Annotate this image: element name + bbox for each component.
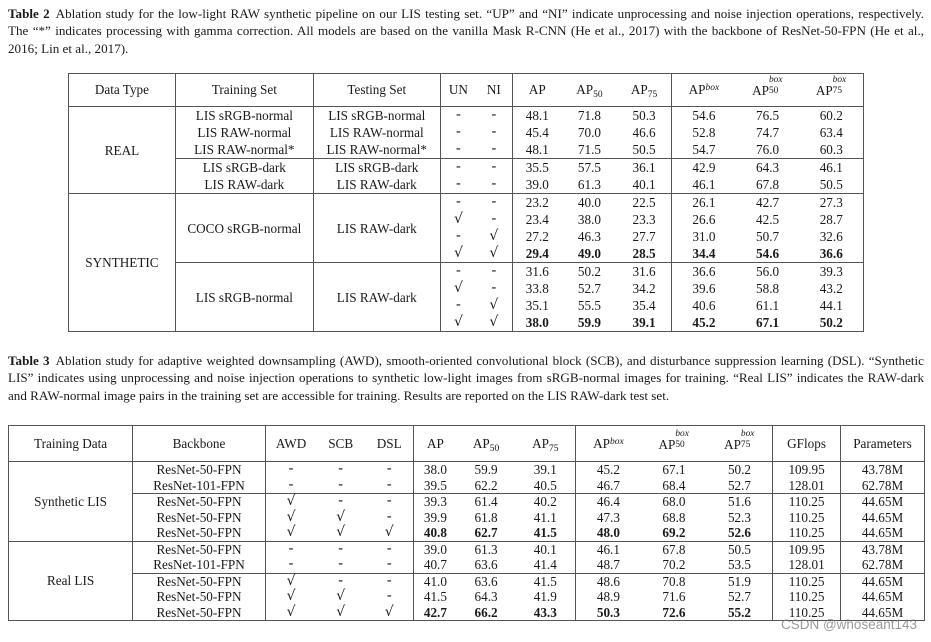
dsl-cell: -: [365, 462, 414, 478]
awd-cell: √: [265, 494, 316, 510]
scb-cell: -: [316, 462, 365, 478]
dsl-cell: -: [365, 589, 414, 605]
group-label-real: REAL: [69, 107, 176, 194]
metric-cell: 64.3: [736, 159, 800, 177]
table-row: [9, 541, 925, 557]
metric-cell: 61.4: [456, 494, 515, 510]
table-row: [9, 494, 925, 510]
metric-cell: 27.3: [800, 194, 864, 212]
metric-cell: 31.0: [692, 229, 716, 245]
dsl-cell: -: [365, 478, 414, 494]
metric-cell: 41.5: [423, 589, 447, 605]
ni-cell: -: [476, 211, 512, 228]
col-ap75: $AP_{75}$: [516, 426, 575, 462]
metric-cell: 68.0: [641, 494, 707, 510]
metric-cell: 38.0: [525, 315, 549, 331]
metric-cell: 28.7: [819, 212, 843, 228]
parameters-cell: 44.65M: [861, 589, 904, 605]
metric-cell: 40.5: [516, 478, 575, 494]
ni-cell: √: [476, 245, 512, 263]
metric-cell: 54.7: [692, 142, 716, 158]
col-training-data: Training Data: [9, 426, 133, 462]
metric-cell: 69.2: [662, 525, 686, 541]
backbone-cell: ResNet-50-FPN: [133, 510, 266, 526]
ni-cell: -: [476, 159, 512, 177]
metric-cell: 39.0: [414, 541, 456, 557]
metric-cell: 50.5: [617, 141, 672, 159]
group-label-synthetic: SYNTHETIC: [69, 194, 176, 332]
metric-cell: 48.0: [596, 525, 620, 541]
metric-cell: 23.4: [525, 212, 549, 228]
metric-cell: 22.5: [617, 194, 672, 212]
metric-cell: 47.3: [596, 509, 620, 525]
metric-cell: 23.3: [617, 211, 672, 228]
testing-set-cell: LIS sRGB-normal: [313, 107, 440, 125]
metric-cell: 39.3: [800, 263, 864, 281]
dsl-cell: √: [365, 525, 414, 541]
scb-cell: -: [338, 476, 344, 493]
table2: [68, 73, 864, 332]
metric-cell: 51.9: [707, 573, 773, 589]
scb-cell: √: [336, 508, 346, 525]
col-testing-set: Testing Set: [313, 74, 440, 107]
parameters-cell: 44.65M: [841, 573, 925, 589]
metric-cell: 36.6: [819, 246, 843, 262]
metric-cell: 27.7: [617, 228, 672, 245]
metric-cell: 34.4: [692, 246, 716, 262]
table-row: [69, 107, 864, 125]
metric-cell: 43.3: [516, 605, 575, 621]
metric-cell: 68.8: [662, 509, 686, 525]
metric-cell: 62.7: [474, 525, 498, 541]
metric-cell: 74.7: [756, 125, 780, 141]
ni-cell: -: [476, 176, 512, 194]
metric-cell: 46.4: [575, 494, 641, 510]
metric-cell: 42.5: [756, 212, 780, 228]
backbone-cell: ResNet-50-FPN: [133, 525, 266, 541]
backbone-cell: ResNet-50-FPN: [133, 541, 266, 557]
scb-cell: -: [316, 541, 365, 557]
ni-cell: -: [476, 194, 512, 212]
metric-cell: 27.2: [525, 229, 549, 245]
table-row: [9, 589, 925, 605]
metric-cell: 52.7: [577, 281, 601, 297]
col-ap: AP: [426, 435, 444, 451]
metric-cell: 42.7: [736, 194, 800, 212]
metric-cell: 36.1: [617, 159, 672, 177]
metric-cell: 49.0: [577, 246, 601, 262]
metric-cell: 70.8: [641, 573, 707, 589]
col-dsl: DSL: [365, 426, 414, 462]
ni-cell: -: [476, 280, 512, 297]
metric-cell: 63.4: [819, 125, 843, 141]
col-apbox50: AP box 50: [752, 75, 783, 98]
metric-cell: 39.9: [423, 509, 447, 525]
gflops-cell: 110.25: [773, 589, 841, 605]
ni-cell: √: [476, 314, 512, 332]
table3-caption-text: Ablation study for adaptive weighted downsampling (AWD), smooth-oriented convolutional block (SCB), and disturbance suppression learning (DSL). “Synthetic LIS” indicates using unprocessing and noise injection operations to synthetic low-light images from sRGB-normal images for training. “Real LIS” indicates the RAW-dark and RAW-normal image pairs in the training set are accessible for training. Results are reported on the LIS RAW-dark test set.: [8, 353, 924, 403]
parameters-cell: 44.65M: [861, 525, 904, 541]
scb-cell: √: [336, 524, 346, 541]
metric-cell: 71.8: [577, 108, 601, 123]
gflops-cell: 109.95: [773, 462, 841, 478]
table3-caption: [8, 352, 924, 404]
un-cell: √: [453, 245, 463, 262]
metric-cell: 28.5: [617, 245, 672, 263]
col-backbone: Backbone: [133, 426, 266, 462]
metric-cell: 48.9: [596, 589, 620, 605]
parameters-cell: 44.65M: [861, 604, 904, 620]
table-row: [9, 557, 925, 573]
un-cell: -: [440, 194, 476, 212]
metric-cell: 41.4: [516, 557, 575, 573]
ni-cell: -: [476, 107, 512, 125]
metric-cell: 41.1: [516, 510, 575, 526]
metric-cell: 41.5: [516, 573, 575, 589]
awd-cell: √: [286, 524, 296, 541]
metric-cell: 35.1: [525, 298, 549, 314]
scb-cell: √: [336, 588, 346, 605]
training-set-cell: LIS sRGB-normal: [175, 107, 313, 125]
metric-cell: 35.4: [617, 297, 672, 314]
un-cell: -: [455, 228, 461, 245]
metric-cell: 62.2: [474, 477, 498, 493]
metric-cell: 48.1: [525, 142, 549, 158]
metric-cell: 45.2: [692, 315, 716, 331]
col-ap50: $AP_{50}$: [472, 435, 500, 454]
parameters-cell: 44.65M: [841, 494, 925, 510]
watermark: CSDN @whoseant143: [780, 617, 917, 632]
metric-cell: 33.8: [525, 281, 549, 297]
table-row: [69, 176, 864, 194]
gflops-cell: 110.25: [773, 605, 841, 621]
metric-cell: 72.6: [662, 604, 686, 620]
un-cell: -: [455, 176, 461, 193]
table2-label: Table 2: [8, 6, 50, 21]
metric-cell: 45.4: [525, 125, 549, 141]
metric-cell: 61.3: [577, 177, 601, 193]
metric-cell: 36.6: [672, 263, 736, 281]
parameters-cell: 62.78M: [861, 557, 904, 573]
testing-set-cell: LIS sRGB-dark: [313, 159, 440, 177]
metric-cell: 56.0: [736, 263, 800, 281]
metric-cell: 40.8: [423, 525, 447, 541]
metric-cell: 46.1: [800, 159, 864, 177]
table-row: [9, 462, 925, 478]
training-set-cell: LIS RAW-normal*: [175, 141, 313, 159]
backbone-cell: ResNet-101-FPN: [133, 478, 266, 494]
metric-cell: 61.1: [756, 298, 780, 314]
metric-cell: 50.2: [562, 263, 617, 281]
metric-cell: 48.6: [575, 573, 641, 589]
metric-cell: 71.5: [577, 142, 601, 158]
metric-cell: 50.3: [596, 604, 620, 620]
table-row: [9, 573, 925, 589]
awd-cell: -: [265, 462, 316, 478]
parameters-cell: 43.78M: [841, 541, 925, 557]
metric-cell: 32.6: [819, 229, 843, 245]
metric-cell: 54.6: [692, 108, 716, 123]
awd-cell: √: [286, 603, 296, 620]
awd-cell: √: [265, 573, 316, 589]
metric-cell: 38.0: [414, 462, 456, 478]
table3-header-row: [9, 426, 925, 462]
metric-cell: 76.5: [756, 108, 780, 123]
awd-cell: -: [265, 541, 316, 557]
scb-cell: -: [316, 494, 365, 510]
metric-cell: 58.8: [756, 281, 780, 297]
metric-cell: 68.4: [662, 477, 686, 493]
awd-cell: √: [286, 508, 296, 525]
col-apbox: $AP^{box}$: [593, 435, 624, 451]
table-row: [69, 124, 864, 141]
col-ap50: $AP_{50}$: [576, 82, 603, 100]
metric-cell: 26.1: [672, 194, 736, 212]
testing-set-cell: LIS RAW-dark: [313, 176, 440, 194]
metric-cell: 23.2: [512, 194, 562, 212]
metric-cell: 55.5: [577, 298, 601, 314]
un-cell: -: [455, 107, 461, 123]
metric-cell: 50.2: [819, 315, 843, 331]
col-apbox50: AP box 50: [658, 428, 689, 452]
table2-header-row: [69, 74, 864, 107]
metric-cell: 35.5: [512, 159, 562, 177]
dsl-cell: -: [365, 541, 414, 557]
metric-cell: 46.1: [575, 541, 641, 557]
metric-cell: 52.7: [707, 478, 773, 494]
metric-cell: 42.7: [423, 604, 447, 620]
metric-cell: 76.0: [756, 142, 780, 158]
metric-cell: 52.6: [707, 525, 773, 541]
metric-cell: 39.5: [423, 477, 447, 493]
table-row: [69, 141, 864, 159]
backbone-cell: ResNet-50-FPN: [133, 494, 266, 510]
metric-cell: 46.3: [577, 229, 601, 245]
metric-cell: 50.3: [617, 107, 672, 125]
metric-cell: 39.1: [516, 462, 575, 478]
metric-cell: 67.1: [641, 462, 707, 478]
gflops-cell: 110.25: [773, 510, 841, 526]
un-cell: √: [453, 211, 463, 228]
metric-cell: 39.3: [414, 494, 456, 510]
metric-cell: 55.2: [707, 605, 773, 621]
gflops-cell: 128.01: [773, 478, 841, 494]
metric-cell: 54.6: [756, 246, 780, 262]
col-apbox75: AP box 75: [707, 426, 773, 462]
metric-cell: 41.5: [516, 525, 575, 541]
metric-cell: 48.7: [596, 557, 620, 573]
backbone-cell: ResNet-50-FPN: [133, 573, 266, 589]
gflops-cell: 110.25: [773, 525, 841, 541]
metric-cell: 40.6: [692, 298, 716, 314]
awd-cell: -: [288, 476, 294, 493]
metric-cell: 29.4: [525, 246, 549, 262]
metric-cell: 59.9: [577, 315, 601, 331]
testing-set-cell: LIS RAW-dark: [313, 263, 440, 332]
col-ap75: $AP_{75}$: [617, 74, 672, 107]
ni-cell: √: [476, 228, 512, 245]
metric-cell: 66.2: [474, 604, 498, 620]
un-cell: -: [455, 297, 461, 314]
col-apbox75: AP box 75: [815, 75, 847, 98]
table3: [8, 425, 925, 621]
metric-cell: 39.1: [617, 314, 672, 332]
metric-cell: 42.9: [672, 159, 736, 177]
col-un: UN: [448, 82, 468, 97]
metric-cell: 61.3: [456, 541, 515, 557]
metric-cell: 40.1: [516, 541, 575, 557]
table2-caption: [8, 5, 924, 57]
metric-cell: 52.8: [692, 125, 716, 141]
metric-cell: 67.8: [756, 177, 780, 193]
backbone-cell: ResNet-50-FPN: [133, 605, 266, 621]
col-ap: AP: [528, 82, 546, 97]
metric-cell: 70.0: [577, 125, 601, 141]
un-cell: √: [453, 280, 463, 297]
metric-cell: 53.5: [707, 557, 773, 573]
col-scb: SCB: [328, 435, 354, 451]
training-set-cell: COCO sRGB-normal: [175, 194, 313, 263]
metric-cell: 61.8: [474, 509, 498, 525]
backbone-cell: ResNet-50-FPN: [133, 462, 266, 478]
col-awd: AWD: [275, 435, 307, 451]
training-set-cell: LIS sRGB-dark: [175, 159, 313, 177]
metric-cell: 70.2: [662, 557, 686, 573]
metric-cell: 60.3: [819, 142, 843, 158]
metric-cell: 63.6: [474, 557, 498, 573]
metric-cell: 45.2: [575, 462, 641, 478]
parameters-cell: 62.78M: [861, 477, 904, 493]
metric-cell: 39.0: [525, 177, 549, 193]
metric-cell: 34.2: [617, 280, 672, 297]
metric-cell: 52.7: [707, 589, 773, 605]
table3-body: [9, 462, 925, 621]
metric-cell: 52.3: [707, 510, 773, 526]
un-cell: -: [440, 263, 476, 281]
metric-cell: 31.6: [617, 263, 672, 281]
metric-cell: 41.9: [516, 589, 575, 605]
table-row: [69, 263, 864, 281]
testing-set-cell: LIS RAW-normal: [313, 124, 440, 141]
training-set-cell: LIS RAW-dark: [175, 176, 313, 194]
metric-cell: 50.7: [756, 229, 780, 245]
dsl-cell: -: [365, 494, 414, 510]
ni-cell: √: [476, 297, 512, 314]
gflops-cell: 109.95: [773, 541, 841, 557]
metric-cell: 39.6: [692, 281, 716, 297]
un-cell: -: [455, 124, 461, 141]
metric-cell: 67.1: [756, 315, 780, 331]
ni-cell: -: [476, 263, 512, 281]
metric-cell: 48.1: [525, 108, 549, 123]
scb-cell: -: [316, 573, 365, 589]
table3-label: Table 3: [8, 353, 50, 368]
parameters-cell: 43.78M: [841, 462, 925, 478]
metric-cell: 46.7: [596, 477, 620, 493]
gflops-cell: 110.25: [773, 573, 841, 589]
metric-cell: 60.2: [819, 108, 843, 123]
training-set-cell: LIS sRGB-normal: [175, 263, 313, 332]
table-row: [9, 478, 925, 494]
un-cell: √: [453, 314, 463, 331]
gflops-cell: 110.25: [773, 494, 841, 510]
metric-cell: 40.1: [617, 176, 672, 194]
un-cell: -: [440, 159, 476, 177]
metric-cell: 64.3: [474, 589, 498, 605]
metric-cell: 50.5: [819, 177, 843, 193]
metric-cell: 43.2: [819, 281, 843, 297]
backbone-cell: ResNet-101-FPN: [133, 557, 266, 573]
backbone-cell: ResNet-50-FPN: [133, 589, 266, 605]
metric-cell: 31.6: [512, 263, 562, 281]
dsl-cell: -: [365, 510, 414, 526]
parameters-cell: 44.65M: [861, 509, 904, 525]
metric-cell: 46.1: [692, 177, 716, 193]
ni-cell: -: [476, 124, 512, 141]
metric-cell: 63.6: [456, 573, 515, 589]
metric-cell: 67.8: [641, 541, 707, 557]
table-row: [69, 194, 864, 212]
group-label: Synthetic LIS: [9, 462, 133, 542]
dsl-cell: √: [365, 605, 414, 621]
metric-cell: 50.2: [707, 462, 773, 478]
testing-set-cell: LIS RAW-normal*: [313, 141, 440, 159]
metric-cell: 59.9: [456, 462, 515, 478]
testing-set-cell: LIS RAW-dark: [313, 194, 440, 263]
ni-cell: -: [476, 141, 512, 159]
col-training-set: Training Set: [175, 74, 313, 107]
table-row: [9, 510, 925, 526]
metric-cell: 40.2: [516, 494, 575, 510]
metric-cell: 44.1: [819, 298, 843, 314]
col-apbox: $AP^{box}$: [688, 82, 720, 97]
group-label: Real LIS: [9, 541, 133, 621]
metric-cell: 51.6: [707, 494, 773, 510]
table2-body: [69, 107, 864, 332]
metric-cell: 71.6: [662, 589, 686, 605]
dsl-cell: -: [365, 573, 414, 589]
metric-cell: 46.6: [617, 124, 672, 141]
metric-cell: 26.6: [692, 212, 716, 228]
metric-cell: 41.0: [414, 573, 456, 589]
metric-cell: 38.0: [577, 212, 601, 228]
col-data-type: Data Type: [69, 74, 176, 107]
col-ni: NI: [476, 74, 512, 107]
table-row: [69, 159, 864, 177]
gflops-cell: 128.01: [773, 557, 841, 573]
col-parameters: Parameters: [853, 435, 912, 451]
awd-cell: -: [288, 556, 294, 573]
metric-cell: 40.7: [423, 557, 447, 573]
un-cell: -: [455, 141, 461, 158]
table-row: [9, 525, 925, 541]
metric-cell: 50.5: [707, 541, 773, 557]
scb-cell: √: [336, 603, 346, 620]
col-gflops: GFlops: [773, 426, 841, 462]
metric-cell: 40.0: [562, 194, 617, 212]
metric-cell: 57.5: [562, 159, 617, 177]
table2-caption-text: Ablation study for the low-light RAW synthetic pipeline on our LIS testing set. “UP” and “NI” indicate unprocessing and noise injection operations, respectively. The “*” indicates processing with gamma correction. All models are based on the vanilla Mask R-CNN (He et al., 2017) with the backbone of ResNet-50-FPN (He et al., 2016; Lin et al., 2017).: [8, 6, 924, 56]
scb-cell: -: [338, 556, 344, 573]
awd-cell: √: [286, 588, 296, 605]
training-set-cell: LIS RAW-normal: [175, 124, 313, 141]
dsl-cell: -: [365, 557, 414, 573]
